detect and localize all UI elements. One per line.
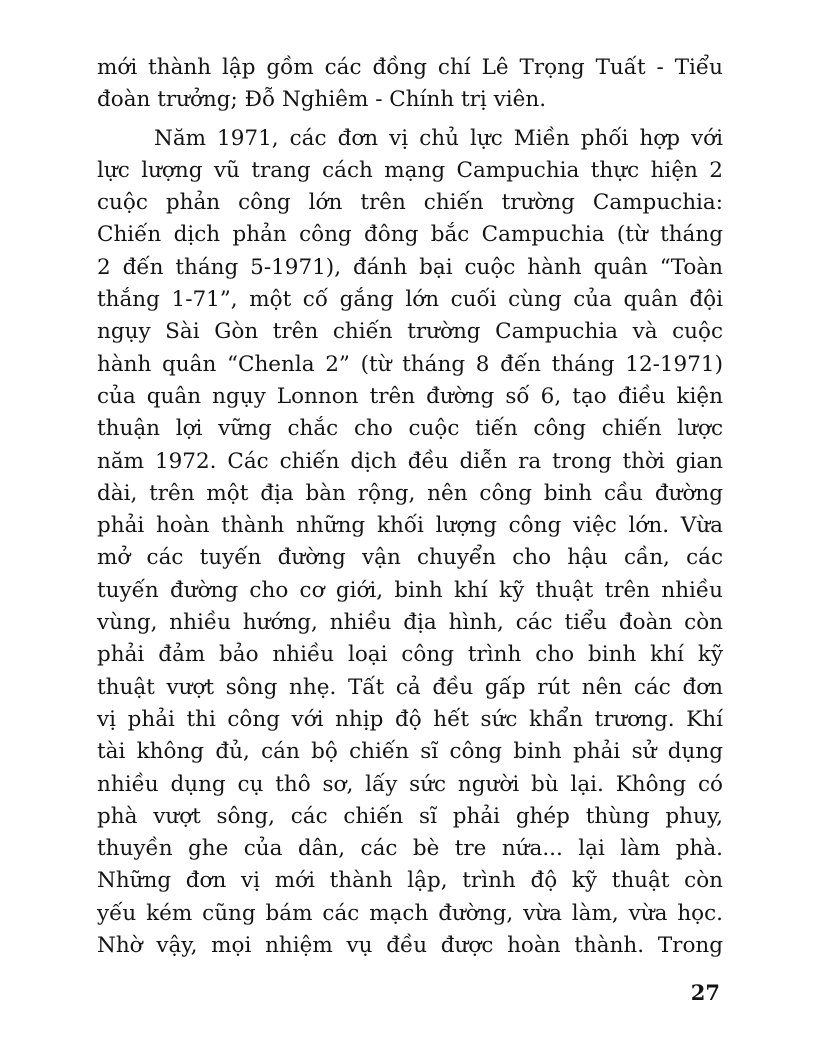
text-line: thuyền ghe của dân, các bè tre nứa... lại làm phà. bbox=[97, 836, 723, 862]
text-line: Chiến dịch phản công đông bắc Campuchia (từ tháng bbox=[97, 222, 723, 248]
text-line: thuận lợi vững chắc cho cuộc tiến công chiến lược bbox=[97, 416, 723, 442]
text-line: thuật vượt sông nhẹ. Tất cả đều gấp rút nên các đơn bbox=[97, 674, 723, 700]
text-line: cuộc phản công lớn trên chiến trường Campuchia: bbox=[97, 190, 723, 216]
text-line: tài không đủ, cán bộ chiến sĩ công binh phải sử dụng bbox=[97, 739, 723, 765]
text-line: tuyến đường cho cơ giới, binh khí kỹ thuật trên nhiều bbox=[97, 577, 723, 603]
paragraph-1 bbox=[97, 52, 723, 117]
text-line: mới thành lập gồm các đồng chí Lê Trọng Tuất - Tiểu bbox=[97, 55, 723, 80]
text-line: nhiều dụng cụ thô sơ, lấy sức người bù lại. Không có bbox=[97, 771, 723, 797]
page-number: 27 bbox=[690, 980, 720, 1005]
text-line: phải đảm bảo nhiều loại công trình cho binh khí kỹ bbox=[97, 642, 723, 668]
text-line: của quân ngụy Lonnon trên đường số 6, tạo điều kiện bbox=[97, 383, 723, 409]
text-line: Năm 1971, các đơn vị chủ lực Miền phối hợp với bbox=[154, 125, 723, 151]
text-line: dài, trên một địa bàn rộng, nên công binh cầu đường bbox=[97, 480, 723, 506]
body-text bbox=[97, 52, 723, 962]
text-line: Những đơn vị mới thành lập, trình độ kỹ thuật còn bbox=[97, 868, 723, 894]
text-line: ngụy Sài Gòn trên chiến trường Campuchia và cuộc bbox=[97, 319, 723, 345]
text-line: vùng, nhiều hướng, nhiều địa hình, các tiểu đoàn còn bbox=[97, 610, 723, 636]
text-line: hành quân “Chenla 2” (từ tháng 8 đến tháng 12-1971) bbox=[97, 351, 723, 377]
text-line: đoàn trưởng; Đỗ Nghiêm - Chính trị viên. bbox=[97, 87, 547, 113]
text-line: thắng 1-71”, một cố gắng lớn cuối cùng của quân đội bbox=[97, 287, 723, 313]
text-line: năm 1972. Các chiến dịch đều diễn ra trong thời gian bbox=[97, 448, 723, 474]
text-line: yếu kém cũng bám các mạch đường, vừa làm, vừa học. bbox=[97, 900, 723, 926]
text-line: lực lượng vũ trang cách mạng Campuchia thực hiện 2 bbox=[97, 157, 723, 183]
text-line: Nhờ vậy, mọi nhiệm vụ đều được hoàn thành. Trong bbox=[97, 933, 723, 959]
text-line: phà vượt sông, các chiến sĩ phải ghép thùng phuy, bbox=[97, 803, 723, 829]
text-line: mở các tuyến đường vận chuyển cho hậu cần, các bbox=[97, 545, 723, 571]
paragraph-2 bbox=[97, 123, 723, 963]
text-line: vị phải thi công với nhịp độ hết sức khẩn trương. Khí bbox=[97, 706, 723, 732]
text-line: phải hoàn thành những khối lượng công việc lớn. Vừa bbox=[97, 513, 723, 539]
text-line: 2 đến tháng 5-1971), đánh bại cuộc hành quân “Toàn bbox=[97, 254, 723, 280]
